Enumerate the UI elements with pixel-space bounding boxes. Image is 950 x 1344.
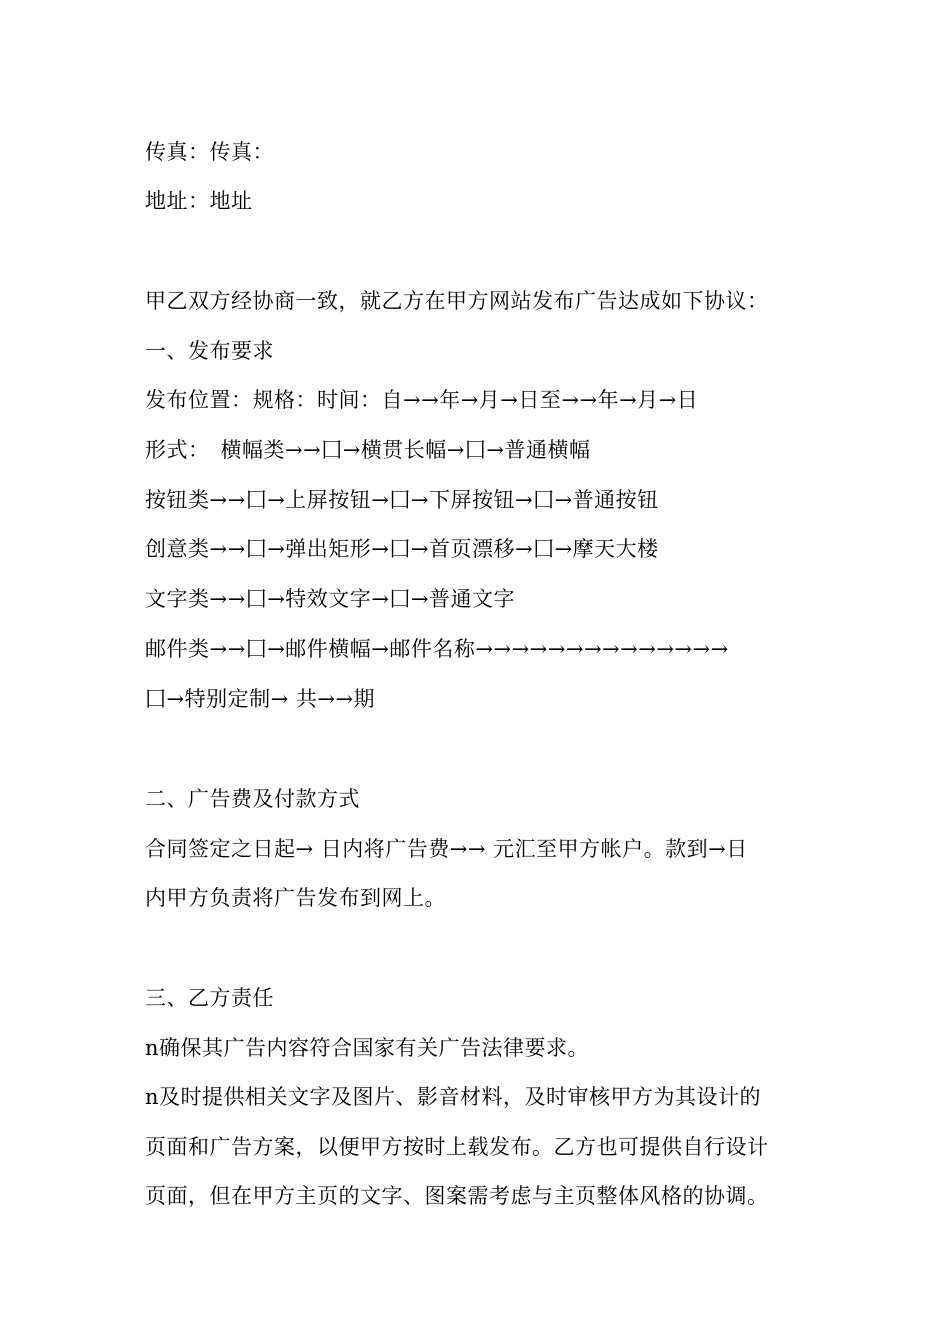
section1-line: 创意类→→囗→弹出矩形→囗→首页漂移→囗→摩天大楼 — [145, 537, 659, 561]
section3-heading: 三、乙方责任 — [145, 986, 274, 1010]
section1-line: 邮件类→→囗→邮件横幅→邮件名称→→→→→→→→→→→→→→ — [145, 637, 729, 661]
intro-paragraph: 甲乙双方经协商一致，就乙方在甲方网站发布广告达成如下协议： — [145, 289, 769, 313]
section1-line: 发布位置：规格：时间：自→→年→月→日至→→年→月→日 — [145, 388, 699, 412]
section2-line: 内甲方负责将广告发布到网上。 — [145, 886, 446, 910]
fax-line: 传真：传真： — [145, 140, 274, 164]
section3-line: n及时提供相关文字及图片、影音材料，及时审核甲方为其设计的 — [145, 1085, 762, 1109]
section3-line: 页面和广告方案，以便甲方按时上载发布。乙方也可提供自行设计 — [145, 1135, 769, 1159]
section2-line: 合同签定之日起→ 日内将广告费→→ 元汇至甲方帐户。款到→日 — [145, 837, 748, 861]
section1-line: 文字类→→囗→特效文字→囗→普通文字 — [145, 587, 515, 611]
section1-line: 囗→特别定制→ 共→→期 — [145, 687, 376, 711]
section1-line: 形式： 横幅类→→囗→横贯长幅→囗→普通横幅 — [145, 438, 591, 462]
section2-heading: 二、广告费及付款方式 — [145, 787, 360, 811]
section3-line: n确保其广告内容符合国家有关广告法律要求。 — [145, 1036, 590, 1060]
section3-line: 页面，但在甲方主页的文字、图案需考虑与主页整体风格的协调。 — [145, 1184, 769, 1208]
section1-line: 按钮类→→囗→上屏按钮→囗→下屏按钮→囗→普通按钮 — [145, 488, 659, 512]
section1-heading: 一、发布要求 — [145, 339, 274, 363]
address-line: 地址：地址 — [145, 189, 253, 213]
